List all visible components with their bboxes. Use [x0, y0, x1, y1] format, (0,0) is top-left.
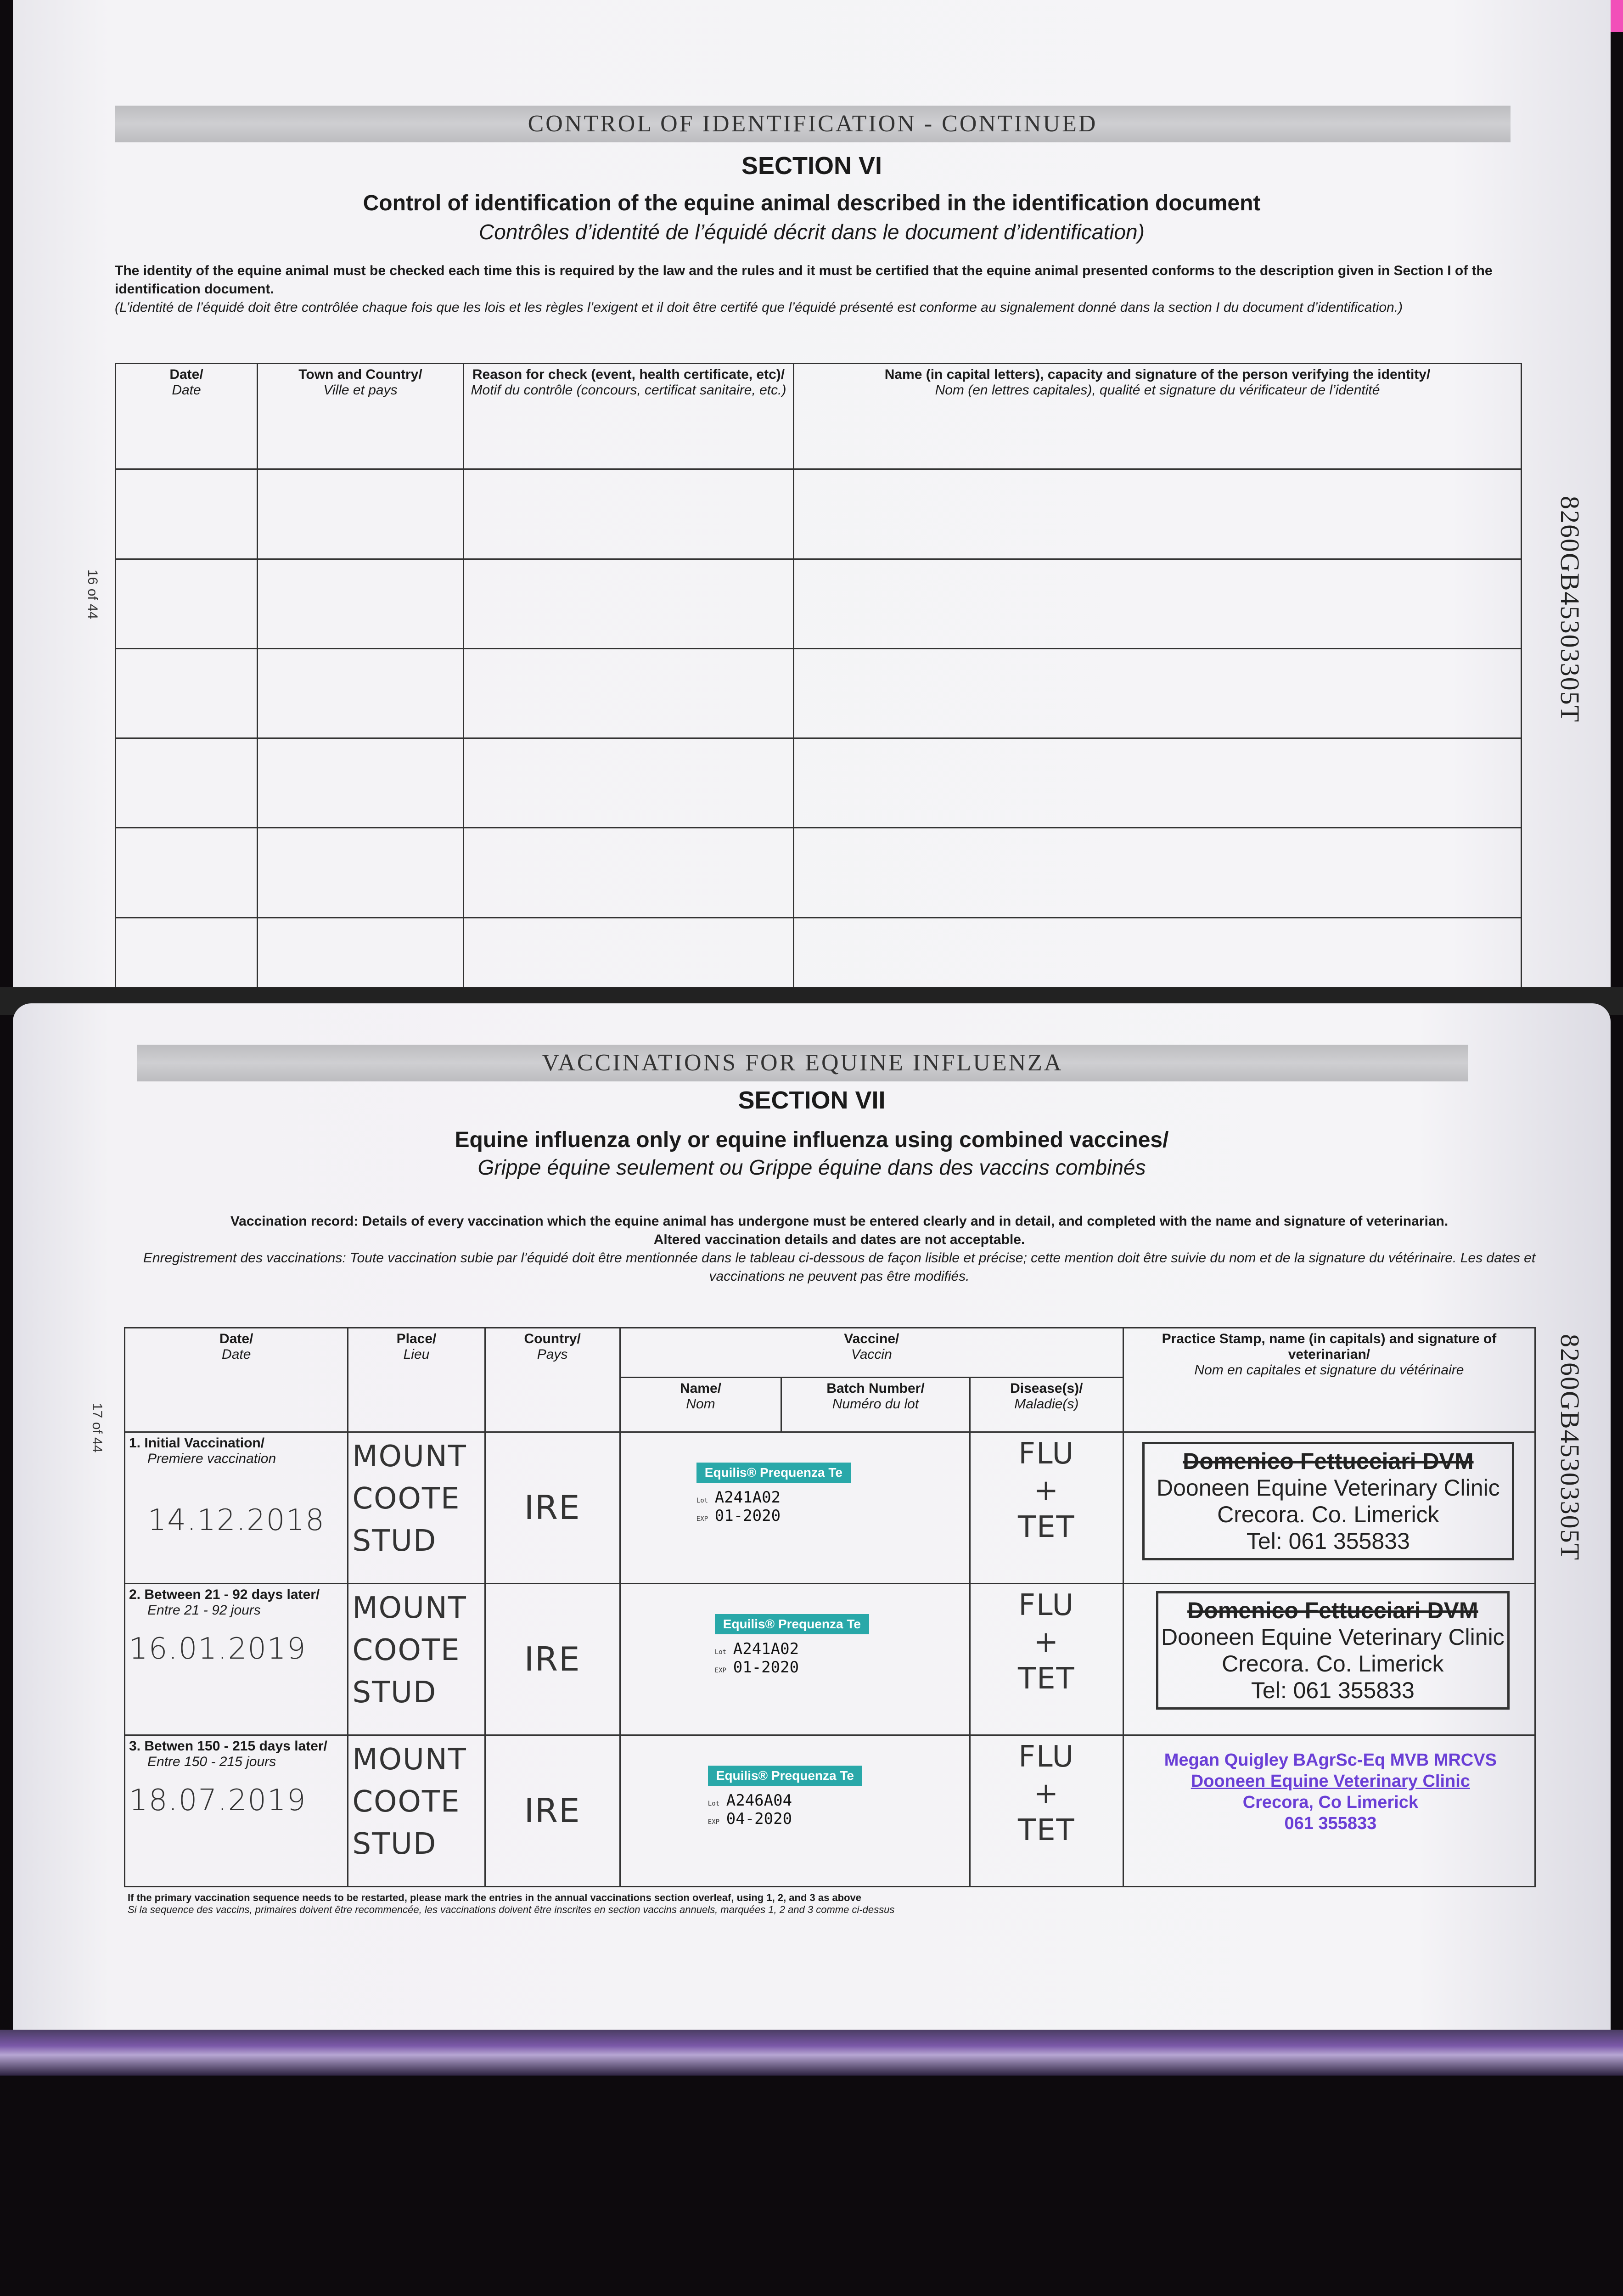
cell-town[interactable] — [258, 917, 464, 991]
place-line: COOTE — [352, 1481, 461, 1516]
row-label: 2. Between 21 - 92 days later/ — [129, 1587, 320, 1602]
vaccination-row-3 — [125, 1735, 1535, 1886]
expiry-date: 01-2020 — [733, 1658, 799, 1677]
page-number: 16 of 44 — [85, 569, 100, 619]
intro-text-en-1: Vaccination record: Details of every vaccination which the equine animal has undergone must be entered clearly and in detail, and completed with the name and signature of veterinarian. — [230, 1214, 1449, 1229]
cell-vaccine-label[interactable] — [620, 1583, 970, 1735]
vaccine-name: Equilis® Prequenza Te — [696, 1463, 851, 1483]
section-heading: SECTION VI — [741, 152, 882, 180]
cell-place[interactable] — [348, 1735, 485, 1886]
vet-stamp — [1156, 1591, 1510, 1710]
cell-reason[interactable] — [464, 917, 794, 991]
col-vaccine: Vaccine/ Vaccin — [620, 1328, 1123, 1378]
vaccine-name: Equilis® Prequenza Te — [715, 1614, 869, 1634]
vet-address: Crecora. Co. Limerick — [1217, 1501, 1439, 1527]
col-practice-stamp: Practice Stamp, name (in capitals) and signature of veterinarian/ Nom en capitales et signature du vétérinaire — [1123, 1328, 1535, 1432]
cell-date[interactable] — [125, 1735, 348, 1886]
vaccination-row-2 — [125, 1583, 1535, 1735]
row-label: 3. Betwen 150 - 215 days later/ — [129, 1738, 327, 1754]
passport-page-16 — [13, 0, 1611, 996]
table-row — [116, 828, 1522, 917]
cell-reason[interactable] — [464, 738, 794, 828]
disease-line: + — [1033, 1473, 1060, 1508]
intro-text — [128, 1212, 1551, 1286]
place-line: STUD — [352, 1827, 437, 1861]
row-label-fr: Entre 150 - 215 jours — [147, 1754, 276, 1769]
place-line: MOUNT — [352, 1439, 467, 1474]
intro-text-en-2: Altered vaccination details and dates are not acceptable. — [653, 1232, 1025, 1247]
cell-date[interactable] — [116, 917, 258, 991]
cell-diseases[interactable] — [970, 1432, 1123, 1583]
disease-line: TET — [1017, 1661, 1075, 1696]
exp-label: EXP — [714, 1666, 727, 1674]
table-row — [116, 917, 1522, 991]
cell-town[interactable] — [258, 469, 464, 559]
cell-verifier[interactable] — [794, 917, 1522, 991]
cell-date[interactable] — [125, 1432, 348, 1583]
vet-phone: 061 355833 — [1284, 1813, 1377, 1833]
vaccination-row-1 — [125, 1432, 1535, 1583]
intro-text — [115, 262, 1515, 317]
table-header-row — [116, 364, 1522, 469]
cell-vaccine-label[interactable] — [620, 1432, 970, 1583]
col-reason: Reason for check (event, health certificate, etc)/ Motif du contrôle (concours, certificat sanitaire, etc.) — [464, 364, 794, 469]
handwritten-date: 14.12.2018 — [147, 1503, 325, 1537]
passport-page-17 — [13, 1003, 1611, 2046]
disease-line: + — [1033, 1625, 1060, 1659]
row-label-fr: Entre 21 - 92 jours — [147, 1602, 261, 1618]
cell-date[interactable] — [116, 559, 258, 648]
vet-address: Crecora, Co Limerick — [1242, 1792, 1418, 1812]
cell-vaccine-label[interactable] — [620, 1735, 970, 1886]
cell-date[interactable] — [116, 469, 258, 559]
document-id: 8260GB45303305T — [1555, 496, 1585, 723]
table-row — [116, 648, 1522, 738]
row-label: 1. Initial Vaccination/ — [129, 1435, 265, 1451]
intro-text-en: The identity of the equine animal must be checked each time this is required by the law and the rules and it must be certified that the equine animal presented conforms to the description given in Section I of the identification document. — [115, 263, 1493, 297]
disease-line: + — [1033, 1776, 1060, 1811]
expiry-date: 04-2020 — [726, 1809, 792, 1828]
handwritten-date: 16.01.2019 — [129, 1632, 307, 1666]
cell-town[interactable] — [258, 828, 464, 917]
batch-number: A241A02 — [714, 1488, 781, 1507]
vet-stamp-purple — [1142, 1750, 1519, 1834]
vet-clinic: Dooneen Equine Veterinary Clinic — [1157, 1474, 1500, 1501]
batch-number: A241A02 — [733, 1639, 799, 1658]
cell-verifier[interactable] — [794, 469, 1522, 559]
section-band-title: CONTROL OF IDENTIFICATION - CONTINUED — [115, 106, 1511, 142]
cell-practice-stamp[interactable] — [1123, 1432, 1535, 1583]
cell-reason[interactable] — [464, 648, 794, 738]
cell-verifier[interactable] — [794, 828, 1522, 917]
cell-town[interactable] — [258, 738, 464, 828]
cell-diseases[interactable] — [970, 1735, 1123, 1886]
table-row — [116, 469, 1522, 559]
section-heading: SECTION VII — [738, 1086, 886, 1114]
cell-town[interactable] — [258, 559, 464, 648]
section-subtitle-fr: Grippe équine seulement ou Grippe équine dans des vaccins combinés — [477, 1155, 1146, 1179]
vet-name: Megan Quigley BAgrSc-Eq MVB MRCVS — [1164, 1750, 1497, 1770]
disease-line: FLU — [1018, 1739, 1075, 1774]
col-country: Country/ Pays — [485, 1328, 620, 1432]
cell-verifier[interactable] — [794, 559, 1522, 648]
vet-name: Domenico Fettucciari DVM — [1187, 1597, 1478, 1623]
cell-practice-stamp[interactable] — [1123, 1735, 1535, 1886]
section-subtitle-fr: Contrôles d’identité de l’équidé décrit dans le document d’identification) — [479, 220, 1145, 244]
col-vaccine-name: Name/ Nom — [620, 1378, 781, 1432]
batch-number: A246A04 — [726, 1791, 792, 1810]
identity-check-table — [115, 363, 1522, 992]
col-place: Place/ Lieu — [348, 1328, 485, 1432]
footnote-en: If the primary vaccination sequence needs to be restarted, please mark the entries in the annual vaccinations section overleaf, using 1, 2, and 3 as above — [128, 1892, 862, 1903]
section-subtitle-en: Equine influenza only or equine influenza using combined vaccines/ — [455, 1128, 1169, 1152]
page-number: 17 of 44 — [90, 1403, 105, 1453]
exp-label: EXP — [708, 1818, 720, 1826]
lot-label: Lot — [714, 1648, 727, 1656]
handwritten-date: 18.07.2019 — [129, 1783, 307, 1818]
place-line: MOUNT — [352, 1742, 467, 1777]
cell-place[interactable] — [348, 1583, 485, 1735]
expiry-date: 01-2020 — [714, 1506, 781, 1525]
cell-diseases[interactable] — [970, 1583, 1123, 1735]
vet-clinic: Dooneen Equine Veterinary Clinic — [1191, 1771, 1470, 1791]
col-verifier: Name (in capital letters), capacity and signature of the person verifying the identity/ Nom (en lettres capitales), qualité et signature du vérificateur de l’identité — [794, 364, 1522, 469]
vet-clinic: Dooneen Equine Veterinary Clinic — [1161, 1624, 1505, 1650]
intro-text-fr: (L’identité de l’équidé doit être contrôlée chaque fois que les lois et les règles l’exigent et il doit être certifé que l’équidé présenté est conforme au signalement donné dans la section I du document d’identification.) — [115, 300, 1403, 315]
book-cover-edge — [0, 2030, 1623, 2076]
disease-line: FLU — [1018, 1588, 1075, 1622]
vet-name: Domenico Fettucciari DVM — [1183, 1448, 1474, 1474]
col-date: Date/ Date — [116, 364, 258, 469]
cell-date[interactable] — [116, 828, 258, 917]
place-line: COOTE — [352, 1784, 461, 1819]
cell-date[interactable] — [125, 1583, 348, 1735]
lot-label: Lot — [696, 1497, 708, 1504]
place-line: STUD — [352, 1524, 437, 1558]
table-row — [116, 559, 1522, 648]
cell-country[interactable]: IRE — [485, 1583, 620, 1735]
cell-country[interactable]: IRE — [485, 1432, 620, 1583]
lot-label: Lot — [708, 1800, 720, 1807]
disease-line: TET — [1017, 1510, 1075, 1544]
disease-line: TET — [1017, 1813, 1075, 1847]
vaccine-sticker — [715, 1614, 869, 1677]
col-diseases: Disease(s)/ Maladie(s) — [970, 1378, 1123, 1432]
cell-verifier[interactable] — [794, 738, 1522, 828]
vaccination-table — [124, 1327, 1536, 1887]
col-batch-number: Batch Number/ Numéro du lot — [781, 1378, 970, 1432]
footnote — [128, 1892, 1551, 1916]
vet-stamp — [1142, 1442, 1514, 1560]
vaccine-sticker — [696, 1463, 851, 1525]
footnote-fr: Si la sequence des vaccins, primaires doivent être recommencée, les vaccinations doivent être inscrites en section vaccins annuels, marquées 1, 2 and 3 comme ci-dessus — [128, 1904, 895, 1915]
table-header-row — [125, 1328, 1535, 1378]
col-town-country: Town and Country/ Ville et pays — [258, 364, 464, 469]
vet-address: Crecora. Co. Limerick — [1222, 1650, 1444, 1677]
cell-practice-stamp[interactable] — [1123, 1583, 1535, 1735]
disease-line: FLU — [1018, 1436, 1075, 1471]
section-band-title: VACCINATIONS FOR EQUINE INFLUENZA — [137, 1045, 1468, 1081]
exp-label: EXP — [696, 1515, 708, 1523]
document-id: 8260GB45303305T — [1555, 1334, 1585, 1561]
cell-reason[interactable] — [464, 559, 794, 648]
place-line: STUD — [352, 1675, 437, 1710]
section-subtitle-en: Control of identification of the equine animal described in the identification document — [363, 191, 1261, 215]
vaccine-name: Equilis® Prequenza Te — [708, 1766, 862, 1786]
cell-reason[interactable] — [464, 469, 794, 559]
col-date: Date/ Date — [125, 1328, 348, 1432]
table-row — [116, 738, 1522, 828]
cell-country[interactable]: IRE — [485, 1735, 620, 1886]
cell-place[interactable] — [348, 1432, 485, 1583]
cell-date[interactable] — [116, 648, 258, 738]
intro-text-fr: Enregistrement des vaccinations: Toute vaccination subie par l’équidé doit être mentionnée dans le tableau ci-dessous de façon lisible et précise; cette mention doit être suivie du nom et de la signature du vétérinaire. Les dates et vaccinations ne peuvent pas être modifiés. — [143, 1250, 1536, 1284]
vet-phone: Tel: 061 355833 — [1246, 1528, 1410, 1554]
vet-phone: Tel: 061 355833 — [1251, 1677, 1415, 1703]
vaccine-sticker — [708, 1766, 862, 1828]
cell-reason[interactable] — [464, 828, 794, 917]
place-line: COOTE — [352, 1633, 461, 1667]
cell-town[interactable] — [258, 648, 464, 738]
cell-verifier[interactable] — [794, 648, 1522, 738]
cell-date[interactable] — [116, 738, 258, 828]
row-label-fr: Premiere vaccination — [147, 1451, 276, 1466]
place-line: MOUNT — [352, 1591, 467, 1625]
